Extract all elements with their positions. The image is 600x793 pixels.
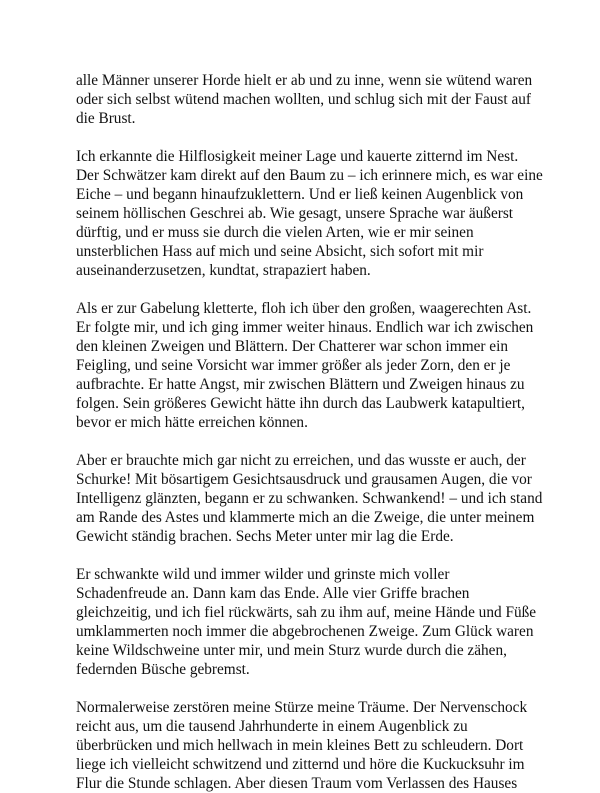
document-body (76, 71, 543, 793)
text-line: seinem höllischen Geschrei ab. Wie gesagt, unsere Sprache war äußerst (76, 205, 514, 222)
paragraph-1 (76, 71, 536, 128)
paragraph-4 (76, 451, 543, 546)
paragraph-2 (76, 147, 543, 280)
text-line: reicht aus, um die tausend Jahrhunderte in einem Augenblick zu (76, 718, 468, 735)
text-line: Feigling, und seine Vorsicht war immer größer als jeder Zorn, den er je (76, 357, 511, 374)
text-line: den kleinen Zweigen und Blättern. Der Chatterer war schon immer ein (76, 338, 508, 355)
text-line: folgen. Sein größeres Gewicht hätte ihn durch das Laubwerk katapultiert, (76, 395, 525, 412)
text-line: gleichzeitig, und ich fiel rückwärts, sah zu ihm auf, meine Hände und Füße (76, 604, 537, 621)
text-line: Ich erkannte die Hilflosigkeit meiner Lage und kauerte zitternd im Nest. (76, 148, 519, 165)
paragraph-6 (76, 698, 536, 793)
text-line: Er schwankte wild und immer wilder und grinste mich voller (76, 566, 450, 583)
text-line: Intelligenz glänzten, begann er zu schwanken. Schwankend! – und ich stand (76, 490, 543, 507)
text-line: auseinanderzusetzen, kundtat, strapaziert haben. (76, 262, 371, 279)
text-line: bevor er mich hätte erreichen können. (76, 414, 308, 431)
text-line: überbrücken und mich hellwach in mein kleines Bett zu schleudern. Dort (76, 737, 524, 754)
text-line: aufbrachte. Er hatte Angst, mir zwischen Blättern und Zweigen hinaus zu (76, 376, 525, 393)
text-line: Schadenfreude an. Dann kam das Ende. Alle vier Griffe brachen (76, 585, 470, 602)
text-line: alle Männer unserer Horde hielt er ab und zu inne, wenn sie wütend waren (76, 72, 533, 89)
text-line: oder sich selbst wütend machen wollten, und schlug sich mit der Faust auf (76, 91, 531, 108)
paragraph-3 (76, 299, 536, 432)
text-line: unsterblichen Hass auf mich und seine Absicht, sich sofort mit mir (76, 243, 484, 260)
text-line: Der Schwätzer kam direkt auf den Baum zu – ich erinnere mich, es war eine (76, 167, 543, 184)
text-line: Er folgte mir, und ich ging immer weiter hinaus. Endlich war ich zwischen (76, 319, 534, 336)
text-line: Flur die Stunde schlagen. Aber diesen Traum vom Verlassen des Hauses (76, 775, 518, 792)
text-line: liege ich vielleicht schwitzend und zitternd und höre die Kuckucksuhr im (76, 756, 525, 773)
text-line: die Brust. (76, 110, 136, 127)
text-line: Als er zur Gabelung kletterte, floh ich über den großen, waagerechten Ast. (76, 300, 532, 317)
text-line: keine Wildschweine unter mir, und mein Sturz wurde durch die zähen, (76, 642, 507, 659)
text-line: Schurke! Mit bösartigem Gesichtsausdruck und grausamen Augen, die vor (76, 471, 532, 488)
text-line: Aber er brauchte mich gar nicht zu erreichen, und das wusste er auch, der (76, 452, 526, 469)
text-line: federnden Büsche gebremst. (76, 661, 250, 678)
text-line: dürftig, und er muss sie durch die vielen Arten, wie er mir seinen (76, 224, 474, 241)
text-line: Normalerweise zerstören meine Stürze meine Träume. Der Nervenschock (76, 699, 528, 716)
text-line: Eiche – und begann hinaufzuklettern. Und er ließ keinen Augenblick von (76, 186, 524, 203)
text-line: umklammerten noch immer die abgebrochenen Zweige. Zum Glück waren (76, 623, 534, 640)
paragraph-5 (76, 565, 536, 679)
text-line: am Rande des Astes und klammerte mich an die Zweige, die unter meinem (76, 509, 535, 526)
text-line: Gewicht ständig brachen. Sechs Meter unter mir lag die Erde. (76, 528, 454, 545)
